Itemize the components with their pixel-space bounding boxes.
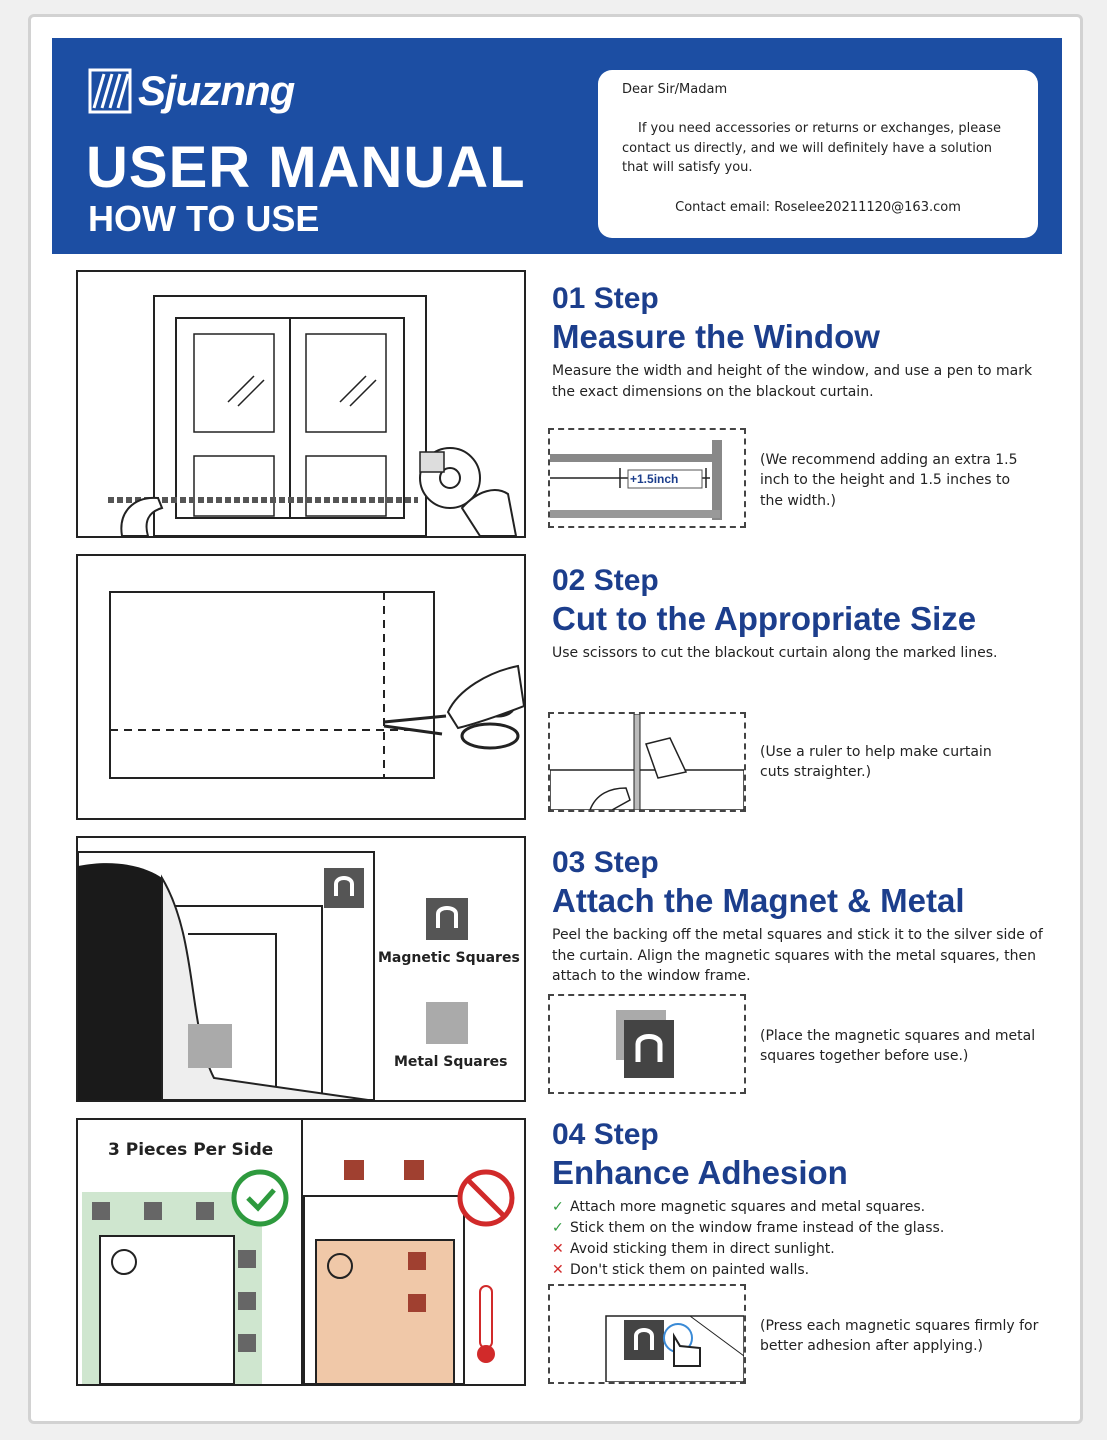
list-item: ✓ Attach more magnetic squares and metal squares. bbox=[552, 1197, 1052, 1218]
contact-email: Contact email: Roselee20211120@163.com bbox=[675, 199, 961, 215]
step4-text bbox=[552, 1118, 1052, 1281]
contact-body: If you need accessories or returns or exchanges, please contact us directly, and we will definitely have a solution that will satisfy you. bbox=[622, 121, 1002, 175]
brand-logo-icon bbox=[88, 66, 132, 116]
window-measure-drawing bbox=[78, 272, 524, 536]
step2-number: 02 Step bbox=[552, 564, 659, 597]
cross-mark-icon: ✕ bbox=[552, 1262, 564, 1279]
magnet-icon bbox=[624, 1320, 664, 1360]
step4-title: Enhance Adhesion bbox=[552, 1154, 848, 1191]
step2-description: Use scissors to cut the blackout curtain along the marked lines. bbox=[552, 645, 998, 662]
check-mark-icon: ✓ bbox=[552, 1220, 564, 1237]
list-item: ✓ Stick them on the window frame instead of the glass. bbox=[552, 1218, 1052, 1239]
brand-name: Sjuznng bbox=[138, 67, 295, 114]
metal-square bbox=[426, 1002, 468, 1044]
step2-text bbox=[552, 564, 1052, 664]
step2-title: Cut to the Appropriate Size bbox=[552, 600, 977, 637]
step1-description: Measure the width and height of the window, and use a pen to mark the exact dimensions on the blackout curtain. bbox=[552, 363, 1033, 400]
magnet-icon bbox=[624, 1020, 674, 1078]
check-circle-icon bbox=[234, 1172, 286, 1224]
step3-title: Attach the Magnet & Metal bbox=[552, 882, 965, 919]
metal-squares-label: Metal Squares bbox=[394, 1054, 508, 1070]
contact-box bbox=[598, 70, 1038, 238]
step4-tip-note: (Press each magnetic squares firmly for better adhesion after applying.) bbox=[760, 1318, 1039, 1355]
step3-description: Peel the backing off the metal squares and stick it to the silver side of the curtain. Align the magnetic squares with the metal squares, then attach to the window frame. bbox=[552, 927, 1043, 984]
step2-tip-image bbox=[548, 712, 746, 812]
no-sign-icon bbox=[460, 1172, 512, 1224]
step1-tip-note: (We recommend adding an extra 1.5 inch to the height and 1.5 inches to the width.) bbox=[760, 452, 1018, 509]
step1-number: 01 Step bbox=[552, 282, 659, 315]
step3-tip-note: (Place the magnetic squares and metal squares together before use.) bbox=[760, 1028, 1036, 1065]
header-banner bbox=[52, 38, 1062, 254]
list-item: ✕ Avoid sticking them in direct sunlight. bbox=[552, 1239, 1052, 1260]
magnet-icon bbox=[324, 868, 364, 908]
thermometer-icon bbox=[477, 1286, 495, 1363]
step3-number: 03 Step bbox=[552, 846, 659, 879]
hand-icon bbox=[121, 498, 162, 536]
brand bbox=[88, 66, 294, 116]
check-mark-icon: ✓ bbox=[552, 1199, 564, 1216]
curtain-cut-drawing bbox=[78, 556, 524, 818]
magnetic-squares-label: Magnetic Squares bbox=[378, 950, 520, 966]
page-subtitle: HOW TO USE bbox=[88, 198, 320, 239]
page-title: USER MANUAL bbox=[86, 135, 526, 200]
pieces-per-side-label: 3 Pieces Per Side bbox=[108, 1140, 274, 1160]
magnet-icon bbox=[426, 898, 468, 940]
step3-text bbox=[552, 846, 1052, 986]
step1-illustration bbox=[76, 270, 526, 538]
step4-list bbox=[552, 1197, 1052, 1281]
step1-text bbox=[552, 282, 1052, 402]
step2-illustration bbox=[76, 554, 526, 820]
metal-square bbox=[188, 1024, 232, 1068]
step3-tip-image bbox=[548, 994, 746, 1094]
step4-number: 04 Step bbox=[552, 1118, 659, 1151]
step4-tip-image bbox=[548, 1284, 746, 1384]
cross-mark-icon: ✕ bbox=[552, 1241, 564, 1258]
step1-title: Measure the Window bbox=[552, 318, 880, 355]
step1-tip-label: +1.5inch bbox=[630, 472, 679, 486]
list-item: ✕ Don't stick them on painted walls. bbox=[552, 1260, 1052, 1281]
step2-tip-note: (Use a ruler to help make curtain cuts straighter.) bbox=[760, 744, 992, 781]
contact-greeting: Dear Sir/Madam bbox=[622, 82, 728, 97]
